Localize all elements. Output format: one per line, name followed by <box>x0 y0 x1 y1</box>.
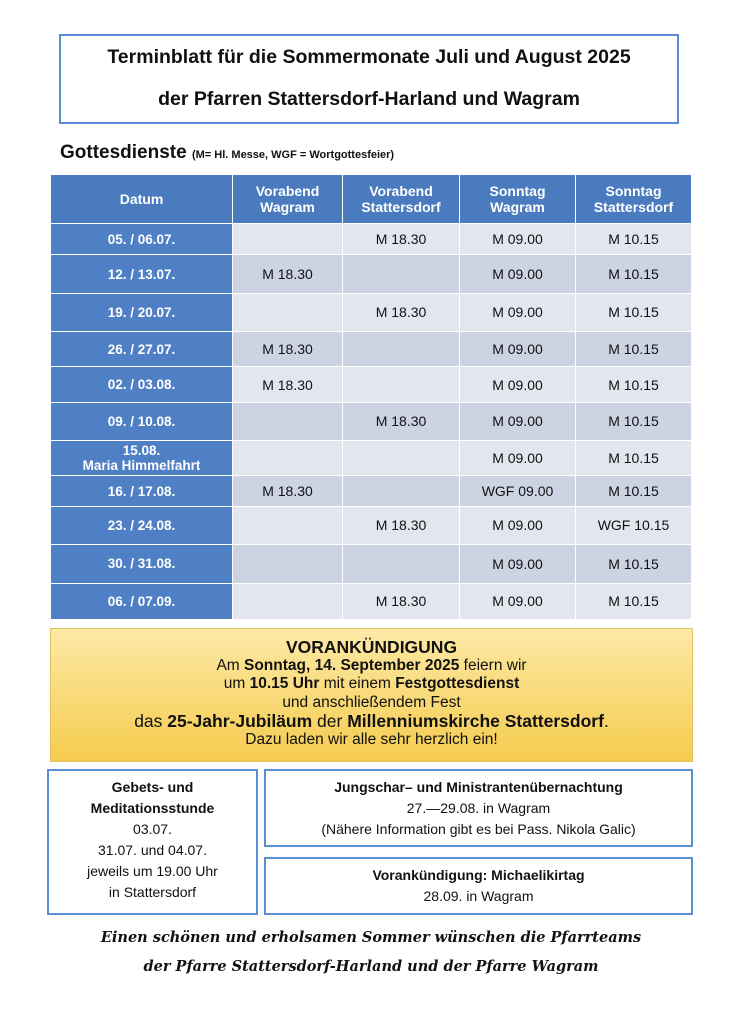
vorabend-stattersdorf-cell <box>343 367 460 402</box>
prayer-line: 31.07. und 04.07. <box>98 842 207 858</box>
table-row <box>51 293 692 331</box>
prayer-line: 03.07. <box>133 821 172 837</box>
sonntag-stattersdorf-cell: M 10.15 <box>576 402 692 440</box>
announcement-line-5: Dazu laden wir alle sehr herzlich ein! <box>245 730 498 748</box>
table-header-row <box>51 175 692 224</box>
col-header-sonntag-wagram: Sonntag Wagram <box>460 175 576 224</box>
sonntag-wagram-cell: M 09.00 <box>460 224 576 255</box>
table-row <box>51 332 692 367</box>
date-cell: 26. / 27.07. <box>51 332 233 367</box>
vorabend-wagram-cell <box>233 441 343 476</box>
sonntag-wagram-cell: M 09.00 <box>460 367 576 402</box>
youth-title: Jungschar– und Ministrantenübernachtung <box>334 779 623 795</box>
date-cell: 23. / 24.08. <box>51 506 233 544</box>
sonntag-wagram-cell: M 09.00 <box>460 583 576 619</box>
sonntag-stattersdorf-cell: M 10.15 <box>576 367 692 402</box>
table-row <box>51 402 692 440</box>
sonntag-wagram-cell: M 09.00 <box>460 506 576 544</box>
table-row <box>51 583 692 619</box>
vorabend-wagram-cell <box>233 224 343 255</box>
schedule-table <box>50 174 692 620</box>
vorabend-wagram-cell <box>233 545 343 583</box>
sonntag-wagram-cell: M 09.00 <box>460 402 576 440</box>
vorabend-wagram-cell: M 18.30 <box>233 255 343 293</box>
closing-line-2: der Pfarre Stattersdorf-Harland und der Pfarre Wagram <box>143 958 599 975</box>
sonntag-stattersdorf-cell: M 10.15 <box>576 583 692 619</box>
vorabend-wagram-cell <box>233 583 343 619</box>
vorabend-wagram-cell: M 18.30 <box>233 332 343 367</box>
announcement-line-2: um 10.15 Uhr mit einem Festgottesdienst <box>223 675 520 692</box>
vorabend-wagram-cell: M 18.30 <box>233 367 343 402</box>
table-row <box>51 476 692 506</box>
announcement-box <box>50 628 693 762</box>
announcement-line-4: das 25-Jahr-Jubiläum der Millenniumskirche Stattersdorf. <box>134 711 609 731</box>
sonntag-stattersdorf-cell: M 10.15 <box>576 476 692 506</box>
michaelikirtag-box <box>264 857 693 915</box>
vorabend-stattersdorf-cell: M 18.30 <box>343 402 460 440</box>
sonntag-wagram-cell: M 09.00 <box>460 545 576 583</box>
closing-line-1: Einen schönen und erholsamen Sommer wünschen die Pfarrteams <box>100 929 642 946</box>
announcement-line-1: Am Sonntag, 14. September 2025 feiern wir <box>216 656 527 674</box>
title-line-2: der Pfarren Stattersdorf-Harland und Wagram <box>158 88 580 110</box>
date-cell: 02. / 03.08. <box>51 367 233 402</box>
youth-line-1: 27.—29.08. in Wagram <box>406 800 551 816</box>
sonntag-stattersdorf-cell: WGF 10.15 <box>576 506 692 544</box>
sonntag-stattersdorf-cell: M 10.15 <box>576 293 692 331</box>
vorabend-stattersdorf-cell: M 18.30 <box>343 293 460 331</box>
sonntag-wagram-cell: M 09.00 <box>460 332 576 367</box>
section-title: Gottesdienste <box>60 142 187 163</box>
date-cell: 09. / 10.08. <box>51 402 233 440</box>
sonntag-wagram-cell: M 09.00 <box>460 441 576 476</box>
sonntag-stattersdorf-cell: M 10.15 <box>576 332 692 367</box>
vorabend-stattersdorf-cell: M 18.30 <box>343 506 460 544</box>
vorabend-stattersdorf-cell <box>343 332 460 367</box>
sonntag-stattersdorf-cell: M 10.15 <box>576 224 692 255</box>
michael-title: Vorankündigung: Michaelikirtag <box>372 867 585 883</box>
youth-overnight-box <box>264 769 693 847</box>
sonntag-wagram-cell: M 09.00 <box>460 293 576 331</box>
sonntag-wagram-cell: M 09.00 <box>460 255 576 293</box>
announcement-heading: VORANKÜNDIGUNG <box>285 637 458 657</box>
vorabend-stattersdorf-cell <box>343 255 460 293</box>
sonntag-stattersdorf-cell: M 10.15 <box>576 255 692 293</box>
vorabend-stattersdorf-cell: M 18.30 <box>343 224 460 255</box>
michael-line-1: 28.09. in Wagram <box>423 888 534 904</box>
vorabend-wagram-cell <box>233 402 343 440</box>
youth-line-2: (Nähere Information gibt es bei Pass. Nikola Galic) <box>321 821 636 837</box>
date-cell: 06. / 07.09. <box>51 583 233 619</box>
vorabend-wagram-cell <box>233 293 343 331</box>
table-row <box>51 545 692 583</box>
table-row <box>51 441 692 476</box>
date-cell: 16. / 17.08. <box>51 476 233 506</box>
prayer-hour-box <box>47 769 258 915</box>
col-header-sonntag-stattersdorf: Sonntag Stattersdorf <box>576 175 692 224</box>
prayer-title-2: Meditationsstunde <box>90 800 215 816</box>
col-header-vorabend-wagram: Vorabend Wagram <box>233 175 343 224</box>
section-heading <box>60 142 394 164</box>
col-header-vorabend-stattersdorf: Vorabend Stattersdorf <box>343 175 460 224</box>
table-row <box>51 255 692 293</box>
sonntag-stattersdorf-cell: M 10.15 <box>576 441 692 476</box>
col-header-datum: Datum <box>51 175 233 224</box>
vorabend-stattersdorf-cell <box>343 545 460 583</box>
section-legend: (M= Hl. Messe, WGF = Wortgottesfeier) <box>191 149 395 161</box>
vorabend-stattersdorf-cell <box>343 441 460 476</box>
table-row <box>51 367 692 402</box>
prayer-line: jeweils um 19.00 Uhr <box>87 863 218 879</box>
title-line-1: Terminblatt für die Sommermonate Juli und August 2025 <box>107 46 631 68</box>
prayer-line: in Stattersdorf <box>108 884 197 900</box>
prayer-title-1: Gebets- und <box>111 779 194 795</box>
announcement-line-3: und anschließendem Fest <box>282 693 461 711</box>
date-cell: 12. / 13.07. <box>51 255 233 293</box>
vorabend-wagram-cell <box>233 506 343 544</box>
table-row <box>51 224 692 255</box>
table-row <box>51 506 692 544</box>
sonntag-stattersdorf-cell: M 10.15 <box>576 545 692 583</box>
vorabend-wagram-cell: M 18.30 <box>233 476 343 506</box>
date-cell: 05. / 06.07. <box>51 224 233 255</box>
date-cell: 30. / 31.08. <box>51 545 233 583</box>
vorabend-stattersdorf-cell <box>343 476 460 506</box>
title-box <box>59 34 679 124</box>
vorabend-stattersdorf-cell: M 18.30 <box>343 583 460 619</box>
date-cell: 19. / 20.07. <box>51 293 233 331</box>
date-cell: 15.08. Maria Himmelfahrt <box>51 441 233 476</box>
sonntag-wagram-cell: WGF 09.00 <box>460 476 576 506</box>
